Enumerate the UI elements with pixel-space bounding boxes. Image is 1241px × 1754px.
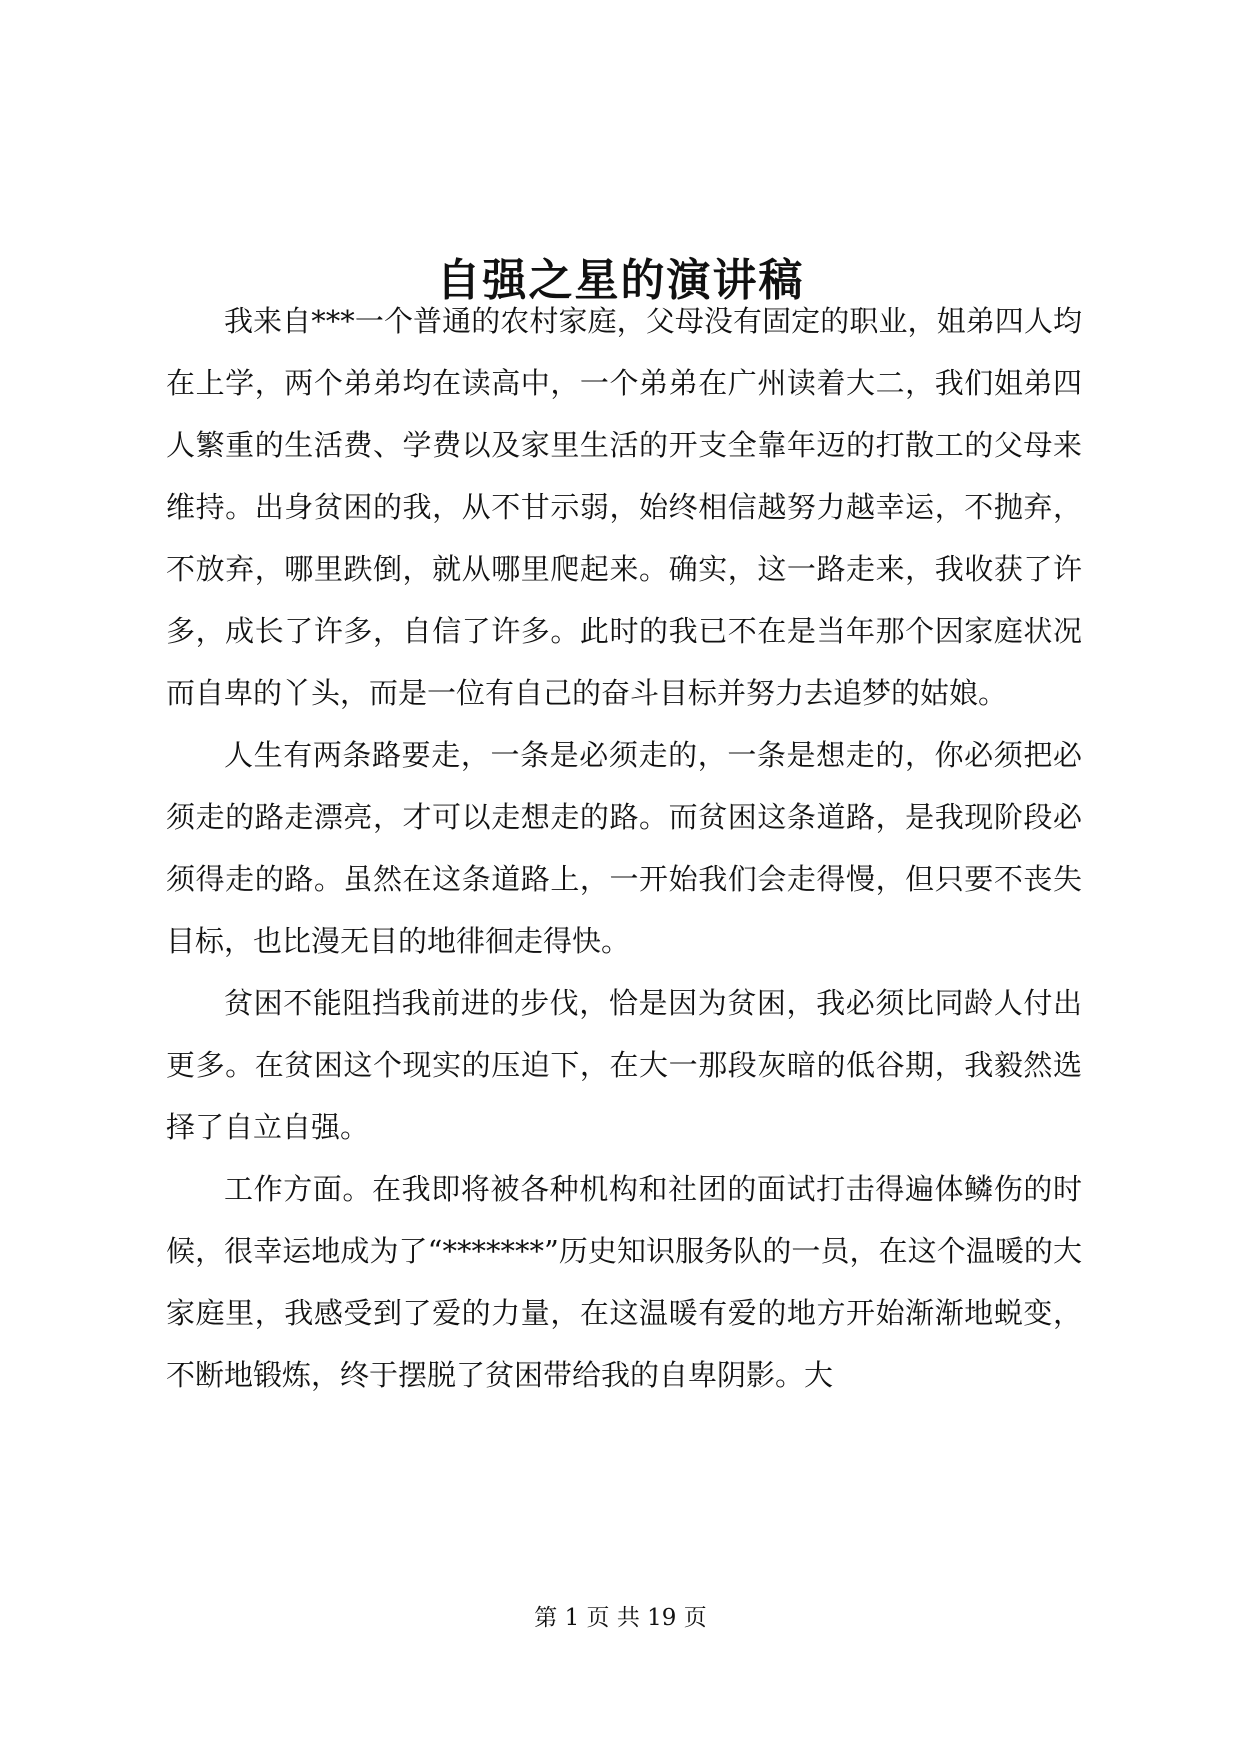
document-body: [166, 290, 1082, 1406]
page-footer: 第 1 页 共 19 页: [534, 1605, 707, 1631]
paragraph-3: 贫困不能阻挡我前进的步伐，恰是因为贫困，我必须比同龄人付出更多。在贫困这个现实的压迫下，在大一那段灰暗的低谷期，我毅然选择了自立自强。: [166, 986, 1082, 1144]
paragraph-1: 我来自***一个普通的农村家庭，父母没有固定的职业，姐弟四人均在上学，两个弟弟均在读高中，一个弟弟在广州读着大二，我们姐弟四人繁重的生活费、学费以及家里生活的开支全靠年迈的打散工的父母来维持。出身贫困的我，从不甘示弱，始终相信越努力越幸运，不抛弃，不放弃，哪里跌倒，就从哪里爬起来。确实，这一路走来，我收获了许多，成长了许多，自信了许多。此时的我已不在是当年那个因家庭状况而自卑的丫头，而是一位有自己的奋斗目标并努力去追梦的姑娘。: [166, 304, 1082, 710]
paragraph-4: 工作方面。在我即将被各种机构和社团的面试打击得遍体鳞伤的时候，很幸运地成为了“*******”历史知识服务队的一员，在这个温暖的大家庭里，我感受到了爱的力量，在这温暖有爱的地方开始渐渐地蜕变，不断地锻炼，终于摆脱了贫困带给我的自卑阴影。大: [166, 1172, 1082, 1392]
document-title: 自强之星的演讲稿: [436, 255, 805, 307]
paragraph-2: 人生有两条路要走，一条是必须走的，一条是想走的，你必须把必须走的路走漂亮，才可以走想走的路。而贫困这条道路，是我现阶段必须得走的路。虽然在这条道路上，一开始我们会走得慢，但只要不丧失目标，也比漫无目的地徘徊走得快。: [166, 738, 1082, 958]
